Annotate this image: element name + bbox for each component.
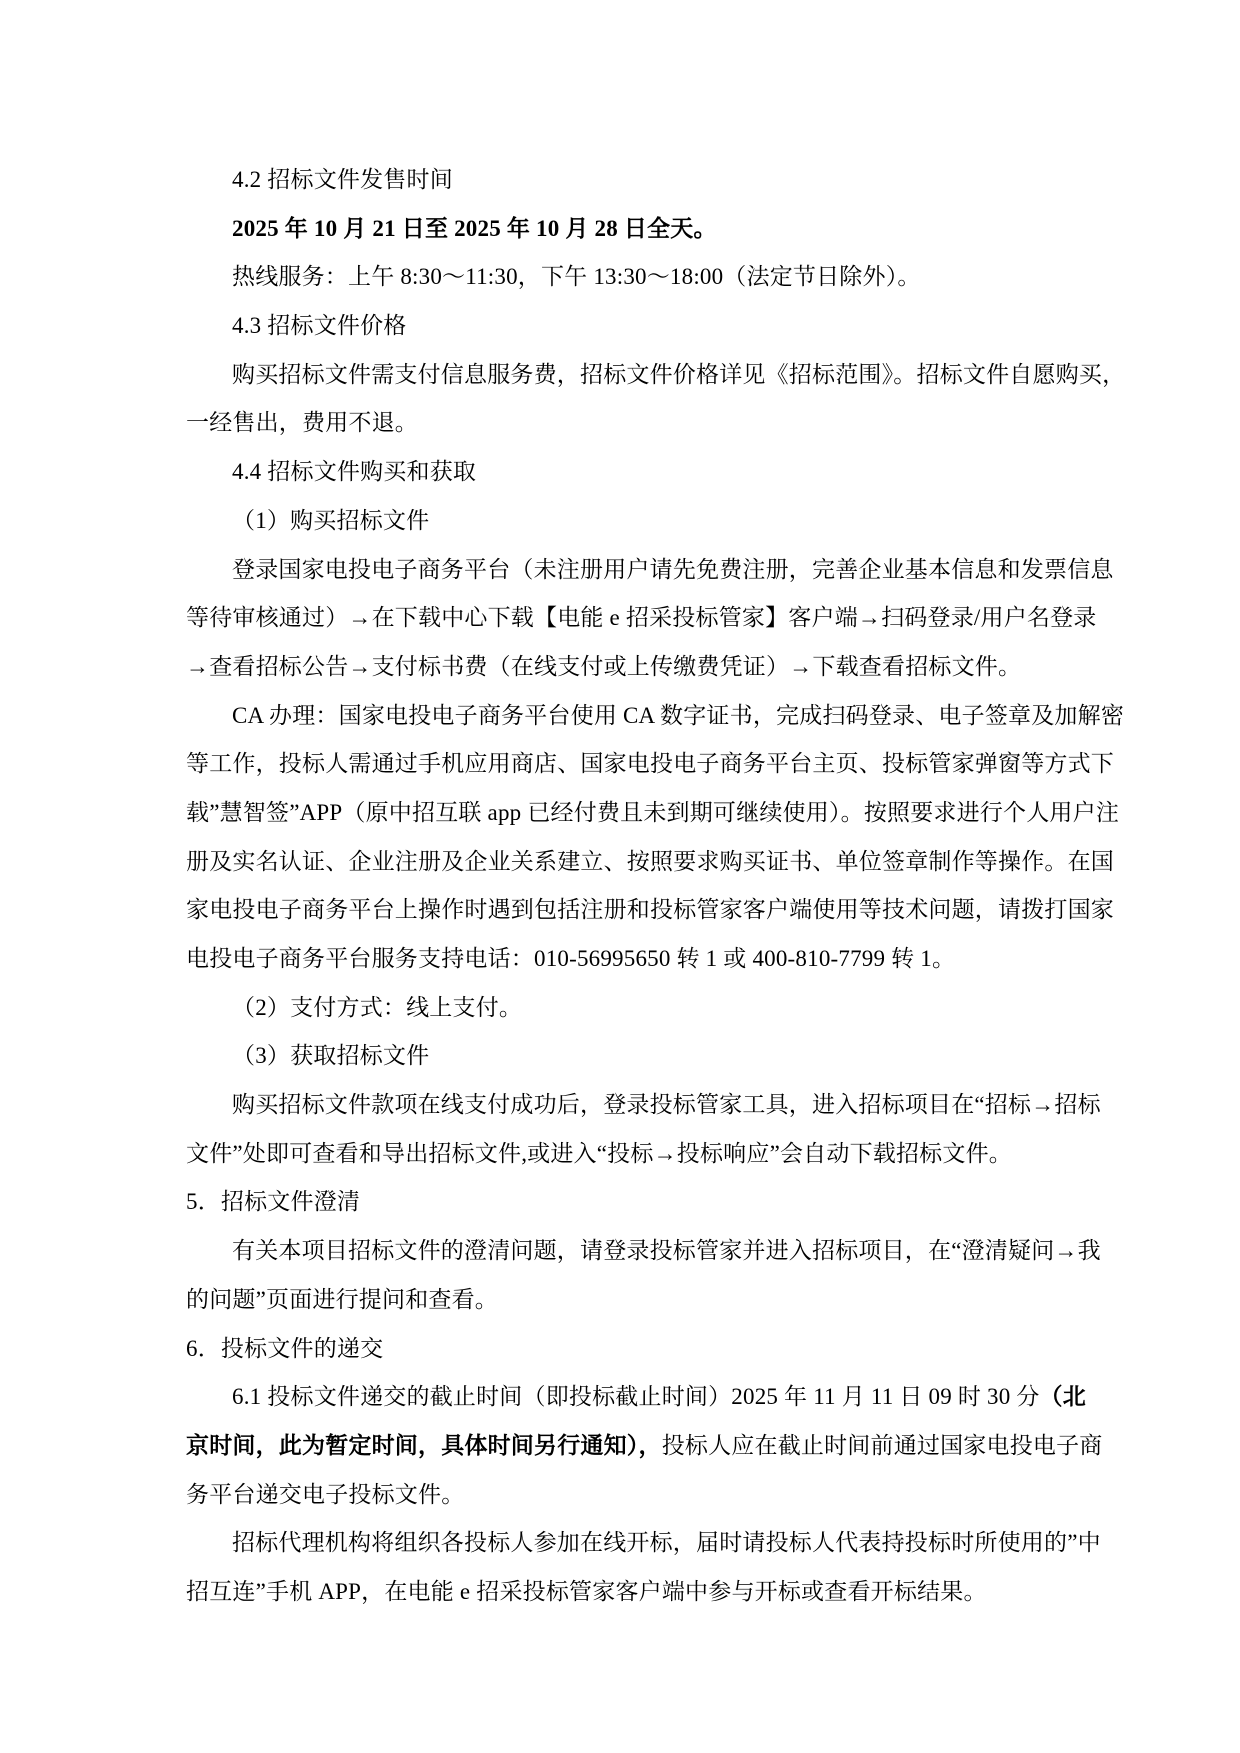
text-segment: 的问题”页面进行提问和查看。 <box>186 1286 499 1312</box>
text-segment: 有关本项目招标文件的澄清问题，请登录投标管家并进入招标项目，在“澄清疑问→我 <box>232 1238 1101 1264</box>
text-line <box>186 789 1120 838</box>
text-segment: 务平台递交电子投标文件。 <box>186 1481 465 1507</box>
text-segment: 招互连”手机 APP，在电能 e 招采投标管家客户端中参与开标或查看开标结果。 <box>186 1578 987 1604</box>
text-line <box>186 1178 1072 1227</box>
text-segment: 6.1 投标文件递交的截止时间（即投标截止时间）2025 年 11 月 11 日 09 时 30 分 <box>232 1384 1040 1410</box>
text-segment: 文件”处即可查看和导出招标文件,或进入“投标→投标响应”会自动下载招标文件。 <box>186 1140 1012 1166</box>
text-line <box>186 1519 1101 1568</box>
text-line <box>186 302 1072 351</box>
text-segment: →查看招标公告→支付标书费（在线支付或上传缴费凭证）→下载查看招标文件。 <box>186 653 1022 679</box>
bold-text-segment: 2025 年 10 月 21 日至 2025 年 10 月 28 日全天。 <box>232 215 717 241</box>
text-line <box>186 1373 1086 1422</box>
text-segment: 等待审核通过）→在下载中心下载【电能 e 招采投标管家】客户端→扫码登录/用户名登录 <box>186 605 1097 631</box>
text-line <box>186 740 1114 789</box>
text-line <box>186 1276 1072 1325</box>
text-line <box>186 448 1072 497</box>
text-segment: 册及实名认证、企业注册及企业关系建立、按照要求购买证书、单位签章制作等操作。在国 <box>186 848 1114 874</box>
text-segment: 4.3 招标文件价格 <box>232 313 407 339</box>
text-segment: 登录国家电投电子商务平台（未注册用户请先免费注册，完善企业基本信息和发票信息 <box>232 556 1114 582</box>
text-line <box>186 546 1114 595</box>
text-line <box>186 1227 1101 1276</box>
text-segment: 电投电子商务平台服务支持电话：010-56995650 转 1 或 400-810-7799 转 1。 <box>186 946 956 971</box>
text-segment: （3）获取招标文件 <box>232 1043 430 1069</box>
text-line <box>186 351 1126 400</box>
text-segment: 4.2 招标文件发售时间 <box>232 167 453 192</box>
bold-text-segment: （北 <box>1039 1384 1086 1410</box>
text-segment: 购买招标文件款项在线支付成功后，登录投标管家工具，进入招标项目在“招标→招标 <box>232 1092 1101 1118</box>
text-line <box>186 1081 1101 1130</box>
text-line <box>186 643 1072 692</box>
text-segment: 家电投电子商务平台上操作时遇到包括注册和投标管家客户端使用等技术问题，请拨打国家 <box>186 897 1114 923</box>
text-segment: （2）支付方式：线上支付。 <box>232 994 523 1020</box>
text-line <box>186 497 1072 546</box>
text-line <box>186 1471 1072 1520</box>
bold-text-segment: 京时间，此为暂定时间，具体时间另行通知）， <box>186 1432 662 1458</box>
text-line <box>186 838 1114 887</box>
text-line <box>186 935 1072 984</box>
text-line <box>186 1032 1072 1081</box>
text-segment: 5．招标文件澄清 <box>186 1189 361 1215</box>
text-line <box>186 594 1097 643</box>
text-line <box>186 1130 1072 1179</box>
text-line <box>186 1568 1072 1617</box>
text-segment: 等工作，投标人需通过手机应用商店、国家电投电子商务平台主页、投标管家弹窗等方式下 <box>186 751 1114 777</box>
text-line <box>186 692 1125 741</box>
text-line <box>186 205 1072 254</box>
text-line <box>186 1325 1072 1374</box>
text-segment: （1）购买招标文件 <box>232 507 430 533</box>
text-segment: 载”慧智签”APP（原中招互联 app 已经付费且未到期可继续使用）。按照要求进行个人用户注 <box>186 799 1120 825</box>
text-segment: 4.4 招标文件购买和获取 <box>232 459 477 485</box>
text-line <box>186 886 1114 935</box>
text-segment: 招标代理机构将组织各投标人参加在线开标，届时请投标人代表持投标时所使用的”中 <box>232 1530 1101 1556</box>
text-line <box>186 399 1072 448</box>
text-segment: 热线服务：上午 8:30～11:30，下午 13:30～18:00（法定节日除外）。 <box>232 264 921 290</box>
text-segment: CA 办理：国家电投电子商务平台使用 CA 数字证书，完成扫码登录、电子签章及加解密 <box>232 702 1125 728</box>
text-line <box>186 253 1072 302</box>
text-segment: 投标人应在截止时间前通过国家电投电子商 <box>661 1432 1103 1458</box>
text-line <box>186 156 1072 205</box>
text-segment: 6．投标文件的递交 <box>186 1335 384 1361</box>
text-line <box>186 984 1072 1033</box>
text-segment: 购买招标文件需支付信息服务费，招标文件价格详见《招标范围》。招标文件自愿购买， <box>232 361 1126 387</box>
text-segment: 一经售出，费用不退。 <box>186 410 418 436</box>
document-body <box>186 156 1126 1617</box>
text-line <box>186 1422 1103 1471</box>
